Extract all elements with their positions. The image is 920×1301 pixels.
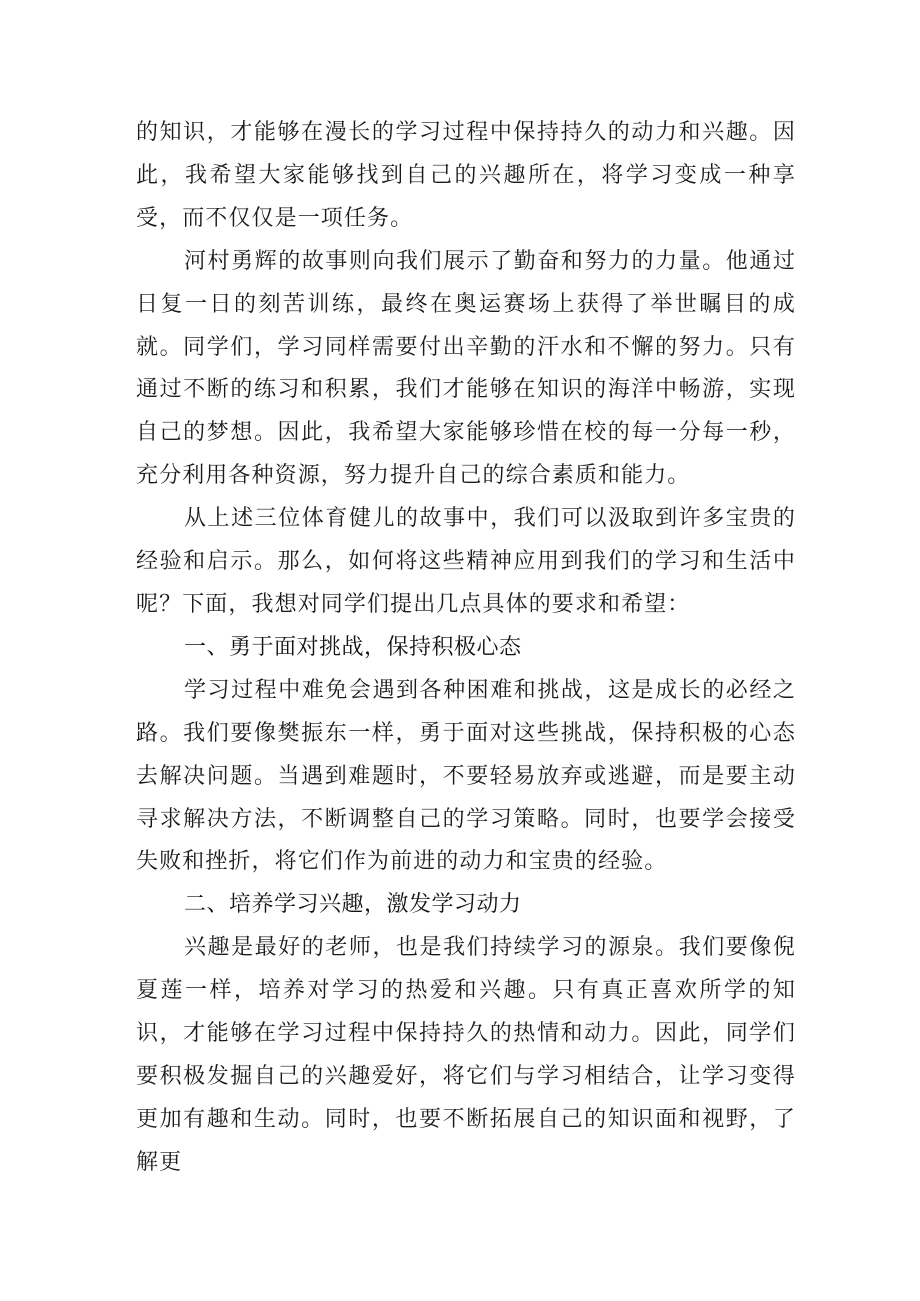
section-heading-interest: 二、培养学习兴趣，激发学习动力 [184, 892, 522, 918]
paragraph-challenge: 学习过程中难免会遇到各种困难和挑战，这是成长的必经之路。我们要像樊振东一样，勇于面对这些挑战，保持积极的心态去解决问题。当遇到难题时，不要轻易放弃或逃避，而是要主动寻求解决方法，不断调整自己的学习策略。同时，也要学会接受失败和挫折，将它们作为前进的动力和宝贵的经验。 [136, 677, 796, 875]
paragraph-kawamura-story: 河村勇辉的故事则向我们展示了勤奋和努力的力量。他通过日复一日的刻苦训练，最终在奥运赛场上获得了举世瞩目的成就。同学们，学习同样需要付出辛勤的汗水和不懈的努力。只有通过不断的练习和积累，我们才能够在知识的海洋中畅游，实现自己的梦想。因此，我希望大家能够珍惜在校的每一分每一秒，充分利用各种资源，努力提升自己的综合素质和能力。 [136, 248, 796, 489]
document-body [136, 112, 796, 1185]
section-heading-challenge: 一、勇于面对挑战，保持积极心态 [184, 634, 522, 660]
paragraph-continuation: 的知识，才能够在漫长的学习过程中保持持久的动力和兴趣。因此，我希望大家能够找到自己的兴趣所在，将学习变成一种享受，而不仅仅是一项任务。 [136, 120, 796, 231]
paragraph-interest: 兴趣是最好的老师，也是我们持续学习的源泉。我们要像倪夏莲一样，培养对学习的热爱和兴趣。只有真正喜欢所学的知识，才能够在学习过程中保持持久的热情和动力。因此，同学们要积极发掘自己的兴趣爱好，将它们与学习相结合，让学习变得更加有趣和生动。同时，也要不断拓展自己的知识面和视野，了解更 [136, 935, 796, 1175]
paragraph-lessons-intro: 从上述三位体育健儿的故事中，我们可以汲取到许多宝贵的经验和启示。那么，如何将这些精神应用到我们的学习和生活中呢？下面，我想对同学们提出几点具体的要求和希望： [136, 506, 796, 617]
